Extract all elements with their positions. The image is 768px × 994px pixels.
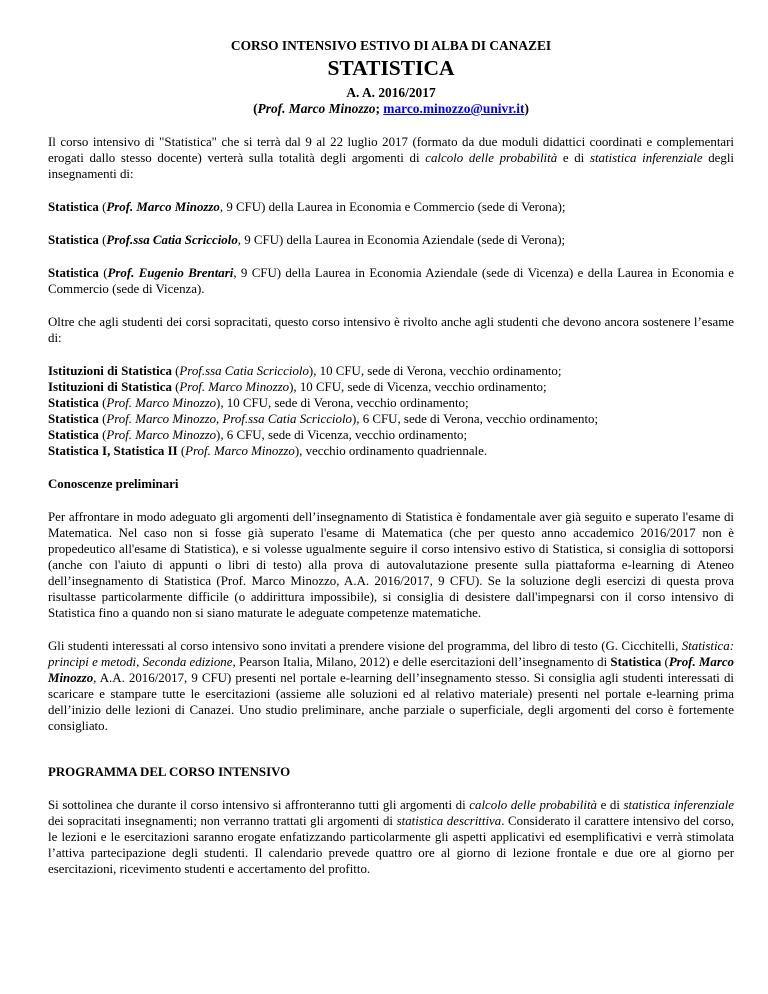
list-item: Statistica (Prof. Marco Minozzo), 6 CFU, sede di Vicenza, vecchio ordinamento;	[48, 428, 468, 442]
prereq-paragraph: Per affrontare in modo adeguato gli argomenti dell’insegnamento di Statistica è fondamentale aver già seguito e superato l'esame di Matematica. Nel caso non si fosse già superato l'esame di Matematica (che per questo anno accademico 2016/2017 non è propedeutico all'esame di Statistica), e si volesse ugualmente seguire il corso intensivo estivo di Statistica, si consiglia di sottoporsi (anche con l'aiuto di appunti o libri di testo) alla prova di autovalutazione presente sulla piattaforma e-learning di Ateneo dell’insegnamento di Statistica (Prof. Marco Minozzo, A.A. 2016/2017, 9 CFU). Se la soluzione degli esercizi di questa prova risultasse particolarmente difficile (o addirittura impossibile), si consiglia di desistere dall'impegnarsi con il corso intensivo di Statistica fino a quando non si siano maturate le adeguate competenze matematiche.	[48, 510, 734, 620]
email-link[interactable]: marco.minozzo@univr.it	[383, 101, 525, 116]
professor-line: (Prof. Marco Minozzo; marco.minozzo@univr.it)	[253, 101, 529, 116]
prereq-heading: Conoscenze preliminari	[48, 477, 179, 491]
textbook-paragraph: Gli studenti interessati al corso intensivo sono invitati a prendere visione del programma, del libro di testo (G. Cicchitelli, Statistica: principi e metodi, Seconda edizione, Pearson Italia, Milano, 2012) e delle esercitazioni dell’insegnamento di Statistica (Prof. Marco Minozzo, A.A. 2016/2017, 9 CFU) presenti nel portale e-learning dell’insegnamento stesso. Si consiglia agli studenti interessati di scaricare e stampare tutte le esercitazioni (assieme alle soluzioni ed al relativo materiale) presenti nel portale e-learning prima dell’inizio delle lezioni di Canazei. Uno studio preliminare, anche parziale o superficiale, degli argomenti del corso è fortemente consigliato.	[48, 639, 735, 733]
old-courses-list	[48, 363, 734, 459]
course-item: Statistica (Prof. Eugenio Brentari, 9 CFU) della Laurea in Economia Aziendale (sede di Vicenza) e della Laurea in Economia e Commercio (sede di Vicenza).	[48, 266, 735, 296]
list-item: Istituzioni di Statistica (Prof. Marco Minozzo), 10 CFU, sede di Vicenza, vecchio ordinamento;	[48, 380, 547, 394]
list-item: Statistica (Prof. Marco Minozzo), 10 CFU, sede di Verona, vecchio ordinamento;	[48, 396, 469, 410]
professor-name: Prof. Marco Minozzo	[257, 101, 376, 116]
academic-year: A. A. 2016/2017	[346, 85, 436, 100]
course-item: Statistica (Prof. Marco Minozzo, 9 CFU) della Laurea in Economia e Commercio (sede di Verona);	[48, 200, 566, 214]
list-item: Statistica (Prof. Marco Minozzo, Prof.ssa Catia Scricciolo), 6 CFU, sede di Verona, vecchio ordinamento;	[48, 412, 599, 426]
document-title: STATISTICA	[327, 56, 455, 80]
course-heading: CORSO INTENSIVO ESTIVO DI ALBA DI CANAZEI	[230, 38, 552, 53]
list-item: Istituzioni di Statistica (Prof.ssa Catia Scricciolo), 10 CFU, sede di Verona, vecchio ordinamento;	[48, 364, 562, 378]
list-item: Statistica I, Statistica II (Prof. Marco Minozzo), vecchio ordinamento quadriennale.	[48, 444, 488, 458]
programma-heading: PROGRAMMA DEL CORSO INTENSIVO	[48, 765, 291, 779]
course-item: Statistica (Prof.ssa Catia Scricciolo, 9 CFU) della Laurea in Economia Aziendale (sede di Verona);	[48, 233, 566, 247]
textbook-title: Statistica: principi e metodi, Seconda edizione	[48, 639, 734, 669]
other-students-paragraph: Oltre che agli studenti dei corsi sopracitati, questo corso intensivo è rivolto anche agli studenti che devono ancora sostenere l’esame di:	[48, 315, 734, 345]
programma-paragraph: Si sottolinea che durante il corso intensivo si affronteranno tutti gli argomenti di calcolo delle probabilità e di statistica inferenziale dei sopracitati insegnamenti; non verranno trattati gli argomenti di statistica descrittiva. Considerato il carattere intensivo del corso, le lezioni e le esercitazioni saranno erogate enfatizzando particolarmente gli aspetti applicativi ed esemplificativi e verrà stimolata l’attiva partecipazione degli studenti. Il calendario prevede quattro ore al giorno di lezione frontale e due ore al giorno per esercitazioni, ricevimento studenti e accertamento del profitto.	[48, 798, 734, 876]
intro-paragraph: Il corso intensivo di "Statistica" che si terrà dal 9 al 22 luglio 2017 (formato da due moduli didattici coordinati e complementari erogati dallo stesso docente) verterà sulla totalità degli argomenti di calcolo delle probabilità e di statistica inferenziale degli insegnamenti di:	[48, 135, 735, 181]
